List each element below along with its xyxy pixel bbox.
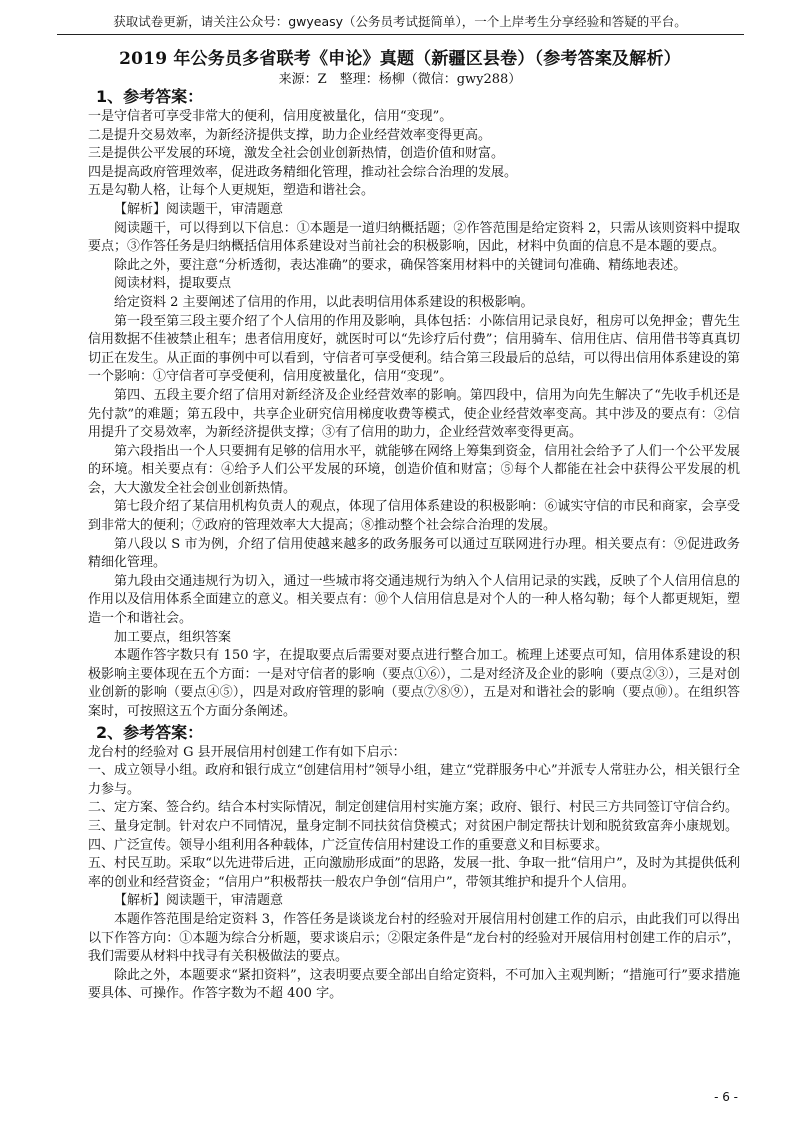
header-divider xyxy=(57,34,744,35)
section-2-answer: 三、量身定制。针对农户不同情况，量身定制不同扶贫信贷模式；对贫困户制定帮扶计划和脱贫致富奔小康规划。 xyxy=(88,818,739,834)
section-1-paragraph: 第八段以 S 市为例，介绍了信用使越来越多的政务服务可以通过互联网进行办理。相关要点有：⑨促进政务精细化管理。 xyxy=(88,536,740,571)
section-2-answer: 四、广泛宣传。领导小组利用各种载体，广泛宣传信用村建设工作的重要意义和目标要求。 xyxy=(88,837,609,853)
section-1-answer: 二是提升交易效率，为新经济提供支撑，助力企业经营效率变得更高。 xyxy=(88,127,492,143)
section-1-subheading: 阅读材料，提取要点 xyxy=(114,276,232,292)
header-promo-note: 获取试卷更新，请关注公众号：gwyeasy（公务员考试挺简单），一个上岸考生分享经验和答疑的平台。 xyxy=(113,14,687,29)
page-number: - 6 - xyxy=(714,1090,738,1104)
section-2-answer: 一、成立领导小组。政府和银行成立“创建信用村”领导小组，建立“党群服务中心”并派专人常驻办公，相关银行全力参与。 xyxy=(88,763,740,797)
section-1-paragraph: 阅读题干，可以得到以下信息：①本题是一道归纳概括题；②作答范围是给定资料 2，只需从该则资料中提取要点；③作答任务是归纳概括信用体系建设对当前社会的积极影响，因此，材料中负面的信息不是本题的要点。 xyxy=(88,220,740,255)
section-2-answer: 五、村民互助。采取“以先进带后进，正向激励形成面”的思路，发展一批、争取一批“信用户”，及时为其提供低利率的创业和经营资金；“信用户”积极帮扶一般农户争创“信用户”，带领其维护和提升个人信用。 xyxy=(88,856,740,890)
section-1-paragraph: 第七段介绍了某信用机构负责人的观点，体现了信用体系建设的积极影响：⑥诚实守信的市民和商家，会享受到非常大的便利；⑦政府的管理效率大大提高；⑧推动整个社会综合治理的发展。 xyxy=(88,499,740,534)
section-1-answer: 四是提高政府管理效率，促进政务精细化管理，推动社会综合治理的发展。 xyxy=(88,164,518,180)
section-1-answer: 五是勾勒人格，让每个人更规矩，塑造和谐社会。 xyxy=(88,183,375,199)
section-2-heading: 2、参考答案： xyxy=(96,722,204,742)
section-1-paragraph: 给定资料 2 主要阐述了信用的作用，以此表明信用体系建设的积极影响。 xyxy=(114,294,534,310)
document-body xyxy=(88,86,740,1004)
source-credit: 来源：Z 整理：杨柳（微信：gwy288） xyxy=(278,72,522,87)
page-title: 2019 年公务员多省联考《申论》真题（新疆区县卷）（参考答案及解析） xyxy=(119,49,681,69)
section-1-subheading: 加工要点，组织答案 xyxy=(114,629,232,645)
section-1-heading: 1、参考答案： xyxy=(96,87,204,106)
section-1-answer: 三是提供公平发展的环境，激发全社会创业创新热情，创造价值和财富。 xyxy=(88,146,505,162)
section-1-paragraph: 第六段指出一个人只要拥有足够的信用水平，就能够在网络上筹集到资金，信用社会给予了人们一个公平发展的环境。相关要点有：④给予人们公平发展的环境，创造价值和财富；⑤每个人都能在社会中获得公平发展的机会，大大激发全社会创业创新热情。 xyxy=(88,443,740,496)
section-2-intro: 龙台村的经验对 G 县开展信用村创建工作有如下启示： xyxy=(88,744,406,760)
section-2-answer: 二、定方案、签合约。结合本村实际情况，制定创建信用村实施方案；政府、银行、村民三方共同签订守信合约。 xyxy=(88,800,739,816)
section-2-paragraph: 本题作答范围是给定资料 3，作答任务是谈谈龙台村的经验对开展信用村创建工作的启示，由此我们可以得出以下作答方向：①本题为综合分析题，要求谈启示；②限定条件是“龙台村的经验对开展信用村创建工作的启示”，我们需要从材料中找寻有关积极做法的要点。 xyxy=(88,911,740,965)
section-2-analysis-label: 【解析】阅读题干，审清题意 xyxy=(114,893,284,909)
section-1-paragraph: 第九段由交通违规行为切入，通过一些城市将交通违规行为纳入个人信用记录的实践，反映了个人信用信息的作用以及信用体系全面建立的意义。相关要点有：⑩个人信用信息是对个人的一种人格勾勒；每个人都更规矩，塑造一个和谐社会。 xyxy=(88,573,740,627)
section-2-paragraph: 除此之外，本题要求“紧扣资料”，这表明要点要全部出自给定资料，不可加入主观判断；“措施可行”要求措施要具体、可操作。作答字数为不超 400 字。 xyxy=(88,967,740,1002)
section-1-paragraph: 第一段至第三段主要介绍了个人信用的作用及影响，具体包括：小陈信用记录良好，租房可以免押金；曹先生信用数据不佳被禁止租车；患者信用度好，就医时可以“先诊疗后付费”；信用骑车、信用住店、信用借书等真真切切正在发生。从正面的事例中可以看到，守信者可享受便利。结合第三段最后的总结，可以得出信用体系建设的第一个影响：①守信者可享受便利，信用度被量化，信用“变现”。 xyxy=(88,313,740,385)
section-1-paragraph: 除此之外，要注意“分析透彻，表达准确”的要求，确保答案用材料中的关键词句准确、精练地表述。 xyxy=(114,257,687,273)
section-1-paragraph: 第四、五段主要介绍了信用对新经济及企业经营效率的影响。第四段中，信用为向先生解决了“先收手机还是先付款”的难题；第五段中，共享企业研究信用梯度收费等模式，使企业经营效率变高。其中涉及的要点有：②信用提升了交易效率，为新经济提供支撑；③有了信用的助力，企业经营效率变得更高。 xyxy=(88,387,740,441)
section-1-analysis-label: 【解析】阅读题干，审清题意 xyxy=(114,201,284,217)
section-1-paragraph: 本题作答字数只有 150 字，在提取要点后需要对要点进行整合加工。梳理上述要点可知，信用体系建设的积极影响主要体现在五个方面：一是对守信者的影响（要点①⑥），二是对经济及企业的影响（要点②③），三是对创业创新的影响（要点④⑤），四是对政府管理的影响（要点⑦⑧⑨），五是对和谐社会的影响（要点⑩）。在组织答案时，可按照这五个方面分条阐述。 xyxy=(88,648,740,719)
section-1-answer: 一是守信者可享受非常大的便利，信用度被量化，信用“变现”。 xyxy=(88,109,453,124)
